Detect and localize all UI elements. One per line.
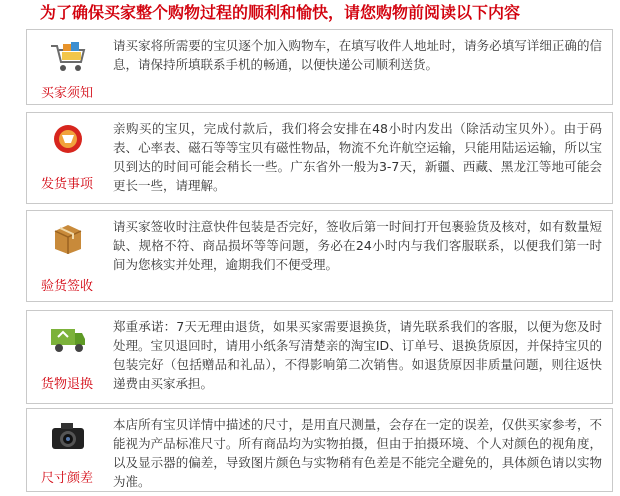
- section-shipping: [26, 112, 613, 204]
- section-label: 货物退换: [40, 377, 93, 392]
- section-text: 请买家签收时注意快件包装是否完好，签收后第一时间打开包裹验货及核对，如有数量短缺、规格不符、商品损坏等等问题，务必在24小时内与我们客服联系，以便我们第一时间为您核实并处理，逾期我们不便受理。: [113, 219, 602, 272]
- section-side: [27, 409, 107, 491]
- section-inspection: [26, 210, 613, 302]
- section-text: 郑重承诺：7天无理由退货，如果买家需要退换货，请先联系我们的客服，以便为您及时处理。宝贝退回时，请用小纸条写清楚亲的淘宝ID、订单号、退换货原因，并保持宝贝的包装完好（包括赠品和礼品），不得影响第二次销售。如退货原因非质量问题，则往返快递费由买家承担。: [113, 319, 602, 391]
- section-side: [27, 211, 107, 301]
- section-text: 亲购买的宝贝，完成付款后，我们将会安排在48小时内发出（除活动宝贝外）。由于码表、心率表、磁石等等宝贝有磁性物品，物流不允许航空运输，只能用陆运运输，所以宝贝到达的时间可能会稍长一些。广东省外一般为3-7天，新疆、西藏、黑龙江等地可能会更长一些，请理解。: [113, 121, 602, 193]
- recycle-truck-icon: [49, 321, 87, 355]
- section-returns: [26, 310, 613, 404]
- section-buyer-notice: [26, 29, 613, 105]
- section-side: [27, 113, 107, 203]
- section-side: [27, 30, 107, 104]
- section-label: 尺寸颜差: [40, 471, 93, 486]
- section-side: [27, 311, 107, 403]
- package-icon: [49, 221, 87, 255]
- section-text: 请买家将所需要的宝贝逐个加入购物车，在填写收件人地址时，请务必填写详细正确的信息，请保持所填联系手机的畅通，以便快递公司顺利送货。: [113, 38, 602, 72]
- section-size-color: [26, 408, 613, 492]
- section-label: 发货事项: [40, 177, 93, 192]
- page-title: 为了确保买家整个购物过程的顺利和愉快，请您购物前阅读以下内容: [40, 3, 521, 22]
- shopping-cart-icon: [49, 40, 87, 74]
- camera-icon: [49, 419, 87, 453]
- section-label: 买家须知: [40, 86, 93, 101]
- section-text: 本店所有宝贝详情中描述的尺寸，是用直尺测量，会存在一定的误差，仅供买家参考，不能视为产品标准尺寸。所有商品均为实物拍摄，但由于拍摄环境、个人对颜色的视角度，以及显示器的偏差，导致图片颜色与实物稍有色差是不能完全避免的，具体颜色请以实物为准。: [113, 417, 602, 489]
- section-label: 验货签收: [40, 279, 93, 294]
- delivery-icon: [49, 123, 87, 157]
